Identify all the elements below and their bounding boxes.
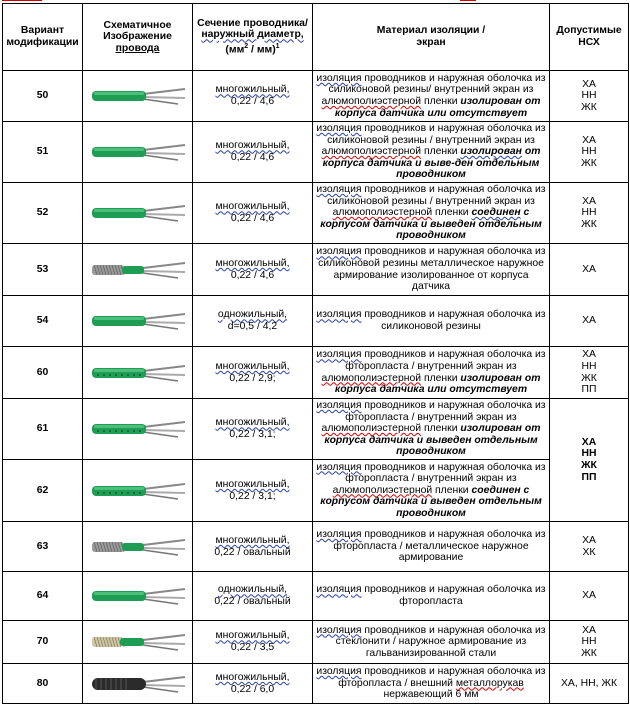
table-row — [3, 399, 629, 460]
table-row — [3, 296, 629, 347]
table-row — [3, 183, 629, 244]
variant-number: 50 — [3, 71, 83, 122]
variant-number: 53 — [3, 244, 83, 296]
header-nsh: Допустимые НСХ — [550, 4, 629, 71]
section-cell: многожильный, 0,22 / 2,9; — [193, 347, 313, 399]
variant-number: 51 — [3, 122, 83, 183]
material-cell: изоляция проводников и наружная оболочка из силиконовой резины металлическое наружное армирование изолированное от корпуса датчика — [313, 244, 550, 296]
variant-number: 64 — [3, 572, 83, 621]
header-variant: Вариант модификации — [3, 4, 83, 71]
wire-green-icon — [88, 202, 188, 224]
section-cell: многожильный, 0,22 / 4,6 — [193, 183, 313, 244]
wire-image-cell — [83, 572, 193, 621]
header-section: Сечение проводника/ наружный диаметр, $(мм^2 / мм)^1$ — [193, 4, 313, 71]
nsh-cell: ХА — [550, 244, 629, 296]
table-row — [3, 347, 629, 399]
header-image: Схематичное Изображение провода — [83, 4, 193, 71]
wire-image-cell — [83, 122, 193, 183]
wire-image-cell — [83, 296, 193, 347]
variant-number: 52 — [3, 183, 83, 244]
material-cell: изоляция проводников и наружная оболочка из фторопласта / внутренний экран из алюмополиэстерной пленки соединен с корпусом датчика и выведен отдельным проводником — [313, 460, 550, 522]
section-cell: многожильный, 0,22 / 4,6 — [193, 71, 313, 122]
section-cell: многожильный, 0,22 / овальный — [193, 522, 313, 572]
table-row — [3, 460, 629, 522]
wire-dotted-icon — [88, 418, 188, 440]
nsh-cell: ХА ХК — [550, 522, 629, 572]
variant-number: 60 — [3, 347, 83, 399]
material-cell: изоляция проводников и наружная оболочка из фторопласта / металлическое наружное армирование — [313, 522, 550, 572]
wire-dotted-icon — [88, 480, 188, 502]
nsh-cell: ХА, НН, ЖК — [550, 664, 629, 704]
wire-glass-icon — [88, 631, 188, 653]
section-cell: многожильный, 0,22 / 6,0 — [193, 664, 313, 704]
section-cell: многожильный, 0,22 / 3,5 — [193, 621, 313, 664]
wire-green-icon — [88, 141, 188, 163]
wire-braided-icon — [88, 536, 188, 558]
nsh-cell: ХА НН ЖК — [550, 183, 629, 244]
wire-modification-table — [2, 3, 629, 704]
section-cell: многожильный, 0,22 / 4,6 — [193, 122, 313, 183]
nsh-cell: ХА НН ЖК ПП — [550, 347, 629, 399]
table-row — [3, 71, 629, 122]
variant-number: 62 — [3, 460, 83, 522]
wire-green-icon — [88, 585, 188, 607]
material-cell: изоляция проводников и наружная оболочка из фторопласта / внутренний экран из алюмополиэстерной пленки изолирован от корпуса датчика или отсутствует — [313, 347, 550, 399]
table-row — [3, 664, 629, 704]
wire-image-cell — [83, 522, 193, 572]
material-cell: изоляция проводников и наружная оболочка из силиконовой резины — [313, 296, 550, 347]
material-cell: изоляция проводников и наружная оболочка из фторопласта / внутренний экран из алюмополиэстерной пленки изолирован от корпуса датчика и выведен отдельным проводником — [313, 399, 550, 460]
section-cell: многожильный, 0,22 / 3,1; — [193, 399, 313, 460]
wire-dotted-icon — [88, 362, 188, 384]
wire-image-cell — [83, 399, 193, 460]
table-row — [3, 122, 629, 183]
variant-number: 80 — [3, 664, 83, 704]
nsh-cell-merged: ХА НН ЖК ПП — [550, 399, 629, 522]
nsh-cell: ХА НН ЖК — [550, 71, 629, 122]
section-cell: многожильный, 0,22 / 4,6 — [193, 244, 313, 296]
wire-image-cell — [83, 244, 193, 296]
variant-number: 54 — [3, 296, 83, 347]
material-cell: изоляция проводников и наружная оболочка из фторопласта — [313, 572, 550, 621]
section-cell: одножильный, 0,22 / овальный — [193, 572, 313, 621]
material-cell: изоляция проводников и наружная оболочка из фторопласта / внешний металлорукав нержавеющий 6 мм — [313, 664, 550, 704]
header-material: Материал изоляции / экран — [313, 4, 550, 71]
variant-number: 70 — [3, 621, 83, 664]
wire-image-cell — [83, 460, 193, 522]
nsh-cell: ХА НН ЖК — [550, 122, 629, 183]
variant-number: 63 — [3, 522, 83, 572]
section-cell: одножильный, d=0,5 / 4,2 — [193, 296, 313, 347]
material-cell: изоляция проводников и наружная оболочка из стеклонити / наружное армирование из гальванизированной стали — [313, 621, 550, 664]
wire-image-cell — [83, 664, 193, 704]
table-row — [3, 572, 629, 621]
material-cell: изоляция проводников и наружная оболочка из силиконовой резины / внутренний экран из алюмополиэстерной пленки соединен с корпусом датчика и выведен отдельным проводником — [313, 183, 550, 244]
nsh-cell: ХА — [550, 296, 629, 347]
wire-green-icon — [88, 85, 188, 107]
table-row — [3, 522, 629, 572]
wire-image-cell — [83, 347, 193, 399]
material-cell: изоляция проводников и наружная оболочка из силиконовой резины/ внутренний экран из алюмополиэстерной пленки изолирован от корпуса датчика или отсутствует — [313, 71, 550, 122]
wire-image-cell — [83, 183, 193, 244]
wire-braided-icon — [88, 259, 188, 281]
wire-image-cell — [83, 621, 193, 664]
nsh-cell: ХА НН ЖК — [550, 621, 629, 664]
wire-black-icon — [88, 673, 188, 695]
wire-green-icon — [88, 310, 188, 332]
section-cell: многожильный, 0,22 / 3,1; — [193, 460, 313, 522]
variant-number: 61 — [3, 399, 83, 460]
table-row — [3, 244, 629, 296]
nsh-cell: ХА — [550, 572, 629, 621]
table-row — [3, 621, 629, 664]
table-header-row — [3, 4, 629, 71]
wire-image-cell — [83, 71, 193, 122]
material-cell: изоляция проводников и наружная оболочка из силиконовой резины / внутренний экран из алюмополиэстерной пленки изолирован от корпуса датчика и выве-ден отдельным проводником — [313, 122, 550, 183]
